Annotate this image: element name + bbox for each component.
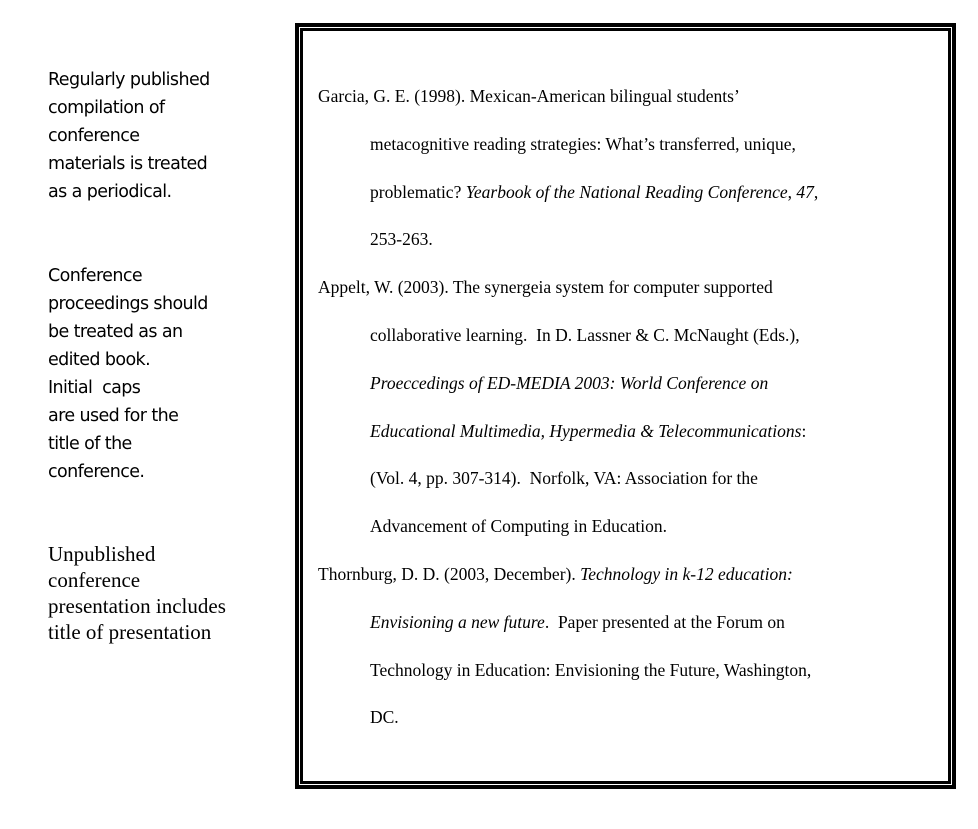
reference-text: Thornburg, D. D. (2003, December). <box>318 563 581 584</box>
note-line: compilation of <box>48 98 165 118</box>
reference-line: Advancement of Computing in Education. <box>370 516 667 537</box>
reference-line: Technology in Education: Envisioning the Future, Washington, <box>370 659 812 680</box>
reference-line: metacognitive reading strategies: What’s transferred, unique, <box>370 133 796 154</box>
reference-line <box>318 368 818 416</box>
note-line: Unpublished <box>48 542 156 566</box>
reference-text: . Paper presented at the Forum on <box>544 611 785 632</box>
reference-line <box>318 559 818 607</box>
reference-line <box>318 177 818 225</box>
note-line: title of the <box>48 434 132 454</box>
reference-text: problematic? <box>370 181 466 202</box>
reference-line <box>318 416 818 464</box>
note-line: edited book. <box>48 350 151 370</box>
presentation-title: Envisioning a new future <box>370 611 545 632</box>
volume-number: 47 <box>796 181 814 202</box>
reference-line: Garcia, G. E. (1998). Mexican-American bilingual students’ <box>318 86 740 106</box>
reference-line: collaborative learning. In D. Lassner & C. McNaught (Eds.), <box>370 324 800 345</box>
reference-line: 253-263. <box>370 229 433 250</box>
reference-line: Appelt, W. (2003). The synergeia system for computer supported <box>318 277 773 298</box>
note-line: Initial caps <box>48 378 141 398</box>
note-line: proceedings should <box>48 294 208 314</box>
presentation-title: Technology in k-12 education: <box>580 563 793 584</box>
note-line: title of presentation <box>48 620 212 644</box>
reference-entry-thornburg <box>318 559 818 750</box>
note-line: presentation includes <box>48 594 226 618</box>
periodical-title: Yearbook of the National Reading Conference <box>465 181 788 202</box>
note-line: Regularly published <box>48 70 210 90</box>
proceedings-title: Educational Multimedia, Hypermedia & Telecommunications <box>370 420 802 441</box>
note-line: be treated as an <box>48 322 183 342</box>
reference-text: : <box>801 420 807 441</box>
reference-line: DC. <box>370 707 399 728</box>
reference-text: , <box>787 181 797 202</box>
note-line: are used for the <box>48 406 179 426</box>
reference-text: , <box>813 181 819 202</box>
annotation-unpublished-note <box>48 541 226 645</box>
annotation-proceedings-note <box>48 262 208 486</box>
proceedings-title: Proeccedings of ED-MEDIA 2003: World Conference on <box>370 372 769 393</box>
reference-line <box>318 607 818 655</box>
reference-list <box>318 81 818 750</box>
reference-line: (Vol. 4, pp. 307-314). Norfolk, VA: Association for the <box>370 468 758 489</box>
note-line: Conference <box>48 266 143 286</box>
note-line: conference. <box>48 462 145 482</box>
note-line: as a periodical. <box>48 182 172 202</box>
note-line: conference <box>48 126 140 146</box>
annotation-periodical-note <box>48 66 210 206</box>
reference-entry-appelt <box>318 272 818 559</box>
note-line: conference <box>48 568 141 592</box>
note-line: materials is treated <box>48 154 208 174</box>
reference-entry-garcia <box>318 81 818 272</box>
